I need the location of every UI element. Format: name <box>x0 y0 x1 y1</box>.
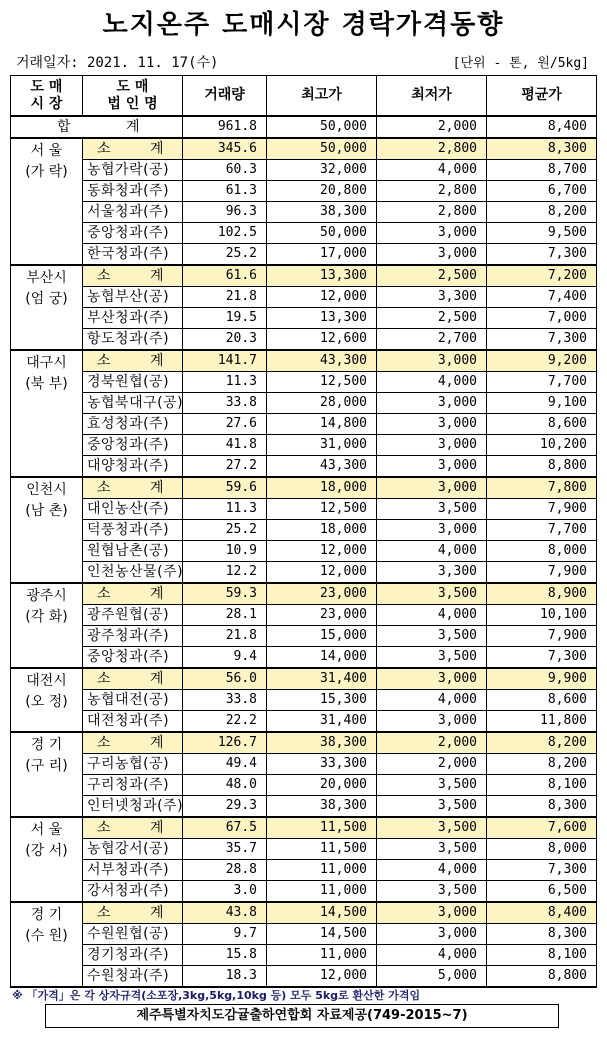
max-price-cell: 28,000 <box>267 393 377 414</box>
max-price-cell: 12,000 <box>267 966 377 988</box>
total-label: 합 계 <box>11 116 183 138</box>
min-price-cell: 3,500 <box>377 499 487 520</box>
table-row <box>11 966 597 988</box>
min-price-cell: 2,500 <box>377 265 487 287</box>
table-row <box>11 287 597 308</box>
max-price-cell: 14,500 <box>267 924 377 945</box>
corporation-name: 부산청과(주) <box>83 308 183 329</box>
corporation-name: 인터넷청과(주) <box>83 796 183 818</box>
corporation-name: 소 계 <box>83 583 183 605</box>
min-price-cell: 3,500 <box>377 583 487 605</box>
subtotal-row <box>11 477 597 499</box>
max-price-cell: 33,300 <box>267 754 377 775</box>
market-name: 서 울 (강 서) <box>11 817 83 902</box>
max-price-cell: 15,000 <box>267 626 377 647</box>
corporation-name: 강서청과(주) <box>83 881 183 903</box>
table-row <box>11 393 597 414</box>
max-price-cell: 20,800 <box>267 181 377 202</box>
corporation-name: 중앙청과(주) <box>83 647 183 669</box>
volume-cell: 33.8 <box>183 690 267 711</box>
total-avg: 8,400 <box>487 116 597 138</box>
table-row <box>11 414 597 435</box>
volume-cell: 27.2 <box>183 456 267 478</box>
avg-price-cell: 7,400 <box>487 287 597 308</box>
volume-cell: 43.8 <box>183 902 267 924</box>
market-name: 서 울 (가 락) <box>11 138 83 265</box>
max-price-cell: 31,000 <box>267 435 377 456</box>
min-price-cell: 4,000 <box>377 690 487 711</box>
volume-cell: 28.1 <box>183 605 267 626</box>
min-price-cell: 3,000 <box>377 456 487 478</box>
min-price-cell: 4,000 <box>377 541 487 562</box>
avg-price-cell: 8,300 <box>487 796 597 818</box>
min-price-cell: 3,000 <box>377 414 487 435</box>
min-price-cell: 3,500 <box>377 881 487 903</box>
max-price-cell: 13,300 <box>267 265 377 287</box>
table-row <box>11 605 597 626</box>
min-price-cell: 3,500 <box>377 647 487 669</box>
avg-price-cell: 8,000 <box>487 541 597 562</box>
avg-price-cell: 7,900 <box>487 562 597 584</box>
table-row <box>11 308 597 329</box>
header-avg-price: 평균가 <box>487 76 597 117</box>
max-price-cell: 32,000 <box>267 160 377 181</box>
min-price-cell: 3,000 <box>377 924 487 945</box>
corporation-name: 항도청과(주) <box>83 329 183 351</box>
volume-cell: 12.2 <box>183 562 267 584</box>
min-price-cell: 4,000 <box>377 372 487 393</box>
corporation-name: 서부청과(주) <box>83 860 183 881</box>
total-volume: 961.8 <box>183 116 267 138</box>
avg-price-cell: 8,900 <box>487 583 597 605</box>
avg-price-cell: 7,300 <box>487 647 597 669</box>
subtotal-row <box>11 138 597 160</box>
table-row <box>11 435 597 456</box>
avg-price-cell: 6,700 <box>487 181 597 202</box>
min-price-cell: 2,700 <box>377 329 487 351</box>
min-price-cell: 3,000 <box>377 520 487 541</box>
max-price-cell: 14,500 <box>267 902 377 924</box>
table-row <box>11 160 597 181</box>
max-price-cell: 43,300 <box>267 456 377 478</box>
min-price-cell: 2,800 <box>377 202 487 223</box>
min-price-cell: 3,300 <box>377 287 487 308</box>
min-price-cell: 4,000 <box>377 860 487 881</box>
corporation-name: 농협대전(공) <box>83 690 183 711</box>
max-price-cell: 11,000 <box>267 881 377 903</box>
corporation-name: 소 계 <box>83 350 183 372</box>
avg-price-cell: 7,200 <box>487 265 597 287</box>
min-price-cell: 3,500 <box>377 796 487 818</box>
avg-price-cell: 8,200 <box>487 754 597 775</box>
header-min-price: 최저가 <box>377 76 487 117</box>
volume-cell: 15.8 <box>183 945 267 966</box>
max-price-cell: 11,500 <box>267 839 377 860</box>
avg-price-cell: 8,200 <box>487 732 597 754</box>
min-price-cell: 3,000 <box>377 711 487 733</box>
volume-cell: 33.8 <box>183 393 267 414</box>
table-row <box>11 562 597 584</box>
max-price-cell: 11,000 <box>267 945 377 966</box>
subtotal-row <box>11 732 597 754</box>
table-row <box>11 754 597 775</box>
avg-price-cell: 9,900 <box>487 668 597 690</box>
volume-cell: 48.0 <box>183 775 267 796</box>
volume-cell: 61.6 <box>183 265 267 287</box>
max-price-cell: 31,400 <box>267 668 377 690</box>
max-price-cell: 12,500 <box>267 499 377 520</box>
market-name: 대전시 (오 정) <box>11 668 83 732</box>
table-row <box>11 775 597 796</box>
avg-price-cell: 7,700 <box>487 372 597 393</box>
corporation-name: 농협가락(공) <box>83 160 183 181</box>
table-row <box>11 945 597 966</box>
volume-cell: 102.5 <box>183 223 267 244</box>
max-price-cell: 12,600 <box>267 329 377 351</box>
volume-cell: 67.5 <box>183 817 267 839</box>
corporation-name: 소 계 <box>83 265 183 287</box>
corporation-name: 수원청과(주) <box>83 966 183 988</box>
table-row <box>11 329 597 351</box>
market-name: 경 기 (구 리) <box>11 732 83 817</box>
max-price-cell: 17,000 <box>267 244 377 266</box>
min-price-cell: 2,800 <box>377 181 487 202</box>
avg-price-cell: 8,300 <box>487 138 597 160</box>
table-row <box>11 456 597 478</box>
avg-price-cell: 8,600 <box>487 414 597 435</box>
avg-price-cell: 9,500 <box>487 223 597 244</box>
min-price-cell: 3,500 <box>377 626 487 647</box>
max-price-cell: 12,000 <box>267 541 377 562</box>
avg-price-cell: 8,400 <box>487 902 597 924</box>
avg-price-cell: 7,300 <box>487 329 597 351</box>
max-price-cell: 31,400 <box>267 711 377 733</box>
max-price-cell: 50,000 <box>267 223 377 244</box>
volume-cell: 35.7 <box>183 839 267 860</box>
corporation-name: 수원원협(공) <box>83 924 183 945</box>
corporation-name: 효성청과(주) <box>83 414 183 435</box>
corporation-name: 농협부산(공) <box>83 287 183 308</box>
market-name: 부산시 (엄 궁) <box>11 265 83 350</box>
volume-cell: 96.3 <box>183 202 267 223</box>
corporation-name: 원협남촌(공) <box>83 541 183 562</box>
avg-price-cell: 11,800 <box>487 711 597 733</box>
min-price-cell: 3,000 <box>377 902 487 924</box>
table-row <box>11 520 597 541</box>
volume-cell: 18.3 <box>183 966 267 988</box>
table-row <box>11 647 597 669</box>
corporation-name: 농협북대구(공) <box>83 393 183 414</box>
avg-price-cell: 8,200 <box>487 202 597 223</box>
corporation-name: 광주청과(주) <box>83 626 183 647</box>
table-row <box>11 223 597 244</box>
total-min: 2,000 <box>377 116 487 138</box>
volume-cell: 28.8 <box>183 860 267 881</box>
min-price-cell: 2,000 <box>377 754 487 775</box>
min-price-cell: 3,000 <box>377 668 487 690</box>
volume-cell: 20.3 <box>183 329 267 351</box>
volume-cell: 126.7 <box>183 732 267 754</box>
corporation-name: 인천농산물(주) <box>83 562 183 584</box>
avg-price-cell: 8,600 <box>487 690 597 711</box>
min-price-cell: 3,000 <box>377 393 487 414</box>
corporation-name: 동화청과(주) <box>83 181 183 202</box>
volume-cell: 10.9 <box>183 541 267 562</box>
corporation-name: 소 계 <box>83 732 183 754</box>
header-volume: 거래량 <box>183 76 267 117</box>
unit-label: [단위 - 톤, 원/5kg] <box>452 56 589 71</box>
corporation-name: 서울청과(주) <box>83 202 183 223</box>
table-row <box>11 372 597 393</box>
subtotal-row <box>11 350 597 372</box>
volume-cell: 21.8 <box>183 287 267 308</box>
corporation-name: 농협강서(공) <box>83 839 183 860</box>
table-row <box>11 541 597 562</box>
max-price-cell: 23,000 <box>267 605 377 626</box>
avg-price-cell: 8,000 <box>487 839 597 860</box>
avg-price-cell: 7,600 <box>487 817 597 839</box>
corporation-name: 중앙청과(주) <box>83 223 183 244</box>
volume-cell: 3.0 <box>183 881 267 903</box>
header-max-price: 최고가 <box>267 76 377 117</box>
corporation-name: 소 계 <box>83 477 183 499</box>
table-row <box>11 796 597 818</box>
subtotal-row <box>11 265 597 287</box>
table-row <box>11 860 597 881</box>
min-price-cell: 3,000 <box>377 244 487 266</box>
volume-cell: 25.2 <box>183 520 267 541</box>
min-price-cell: 3,500 <box>377 775 487 796</box>
avg-price-cell: 7,900 <box>487 626 597 647</box>
min-price-cell: 5,000 <box>377 966 487 988</box>
table-row <box>11 181 597 202</box>
total-max: 50,000 <box>267 116 377 138</box>
min-price-cell: 3,500 <box>377 817 487 839</box>
corporation-name: 구리농협(공) <box>83 754 183 775</box>
max-price-cell: 50,000 <box>267 138 377 160</box>
min-price-cell: 3,000 <box>377 350 487 372</box>
min-price-cell: 3,300 <box>377 562 487 584</box>
subtotal-row <box>11 817 597 839</box>
table-row <box>11 626 597 647</box>
corporation-name: 대전청과(주) <box>83 711 183 733</box>
volume-cell: 59.6 <box>183 477 267 499</box>
corporation-name: 한국청과(주) <box>83 244 183 266</box>
table-row <box>11 690 597 711</box>
max-price-cell: 18,000 <box>267 477 377 499</box>
avg-price-cell: 7,300 <box>487 244 597 266</box>
min-price-cell: 4,000 <box>377 945 487 966</box>
subtotal-row <box>11 668 597 690</box>
avg-price-cell: 8,100 <box>487 775 597 796</box>
avg-price-cell: 8,100 <box>487 945 597 966</box>
max-price-cell: 12,000 <box>267 287 377 308</box>
max-price-cell: 38,300 <box>267 202 377 223</box>
max-price-cell: 13,300 <box>267 308 377 329</box>
max-price-cell: 18,000 <box>267 520 377 541</box>
data-credit: 제주특별자치도감귤출하연합회 자료제공(749-2015~7) <box>45 1004 559 1028</box>
avg-price-cell: 8,700 <box>487 160 597 181</box>
table-row <box>11 881 597 903</box>
avg-price-cell: 7,000 <box>487 308 597 329</box>
volume-cell: 27.6 <box>183 414 267 435</box>
table-row <box>11 924 597 945</box>
price-note: ※ 「가격」은 각 상자규격(소포장,3kg,5kg,10kg 등) 모두 5kg로 환산한 가격임 <box>12 989 421 1002</box>
corporation-name: 대인농산(주) <box>83 499 183 520</box>
table-row <box>11 202 597 223</box>
max-price-cell: 38,300 <box>267 732 377 754</box>
max-price-cell: 14,800 <box>267 414 377 435</box>
table-row <box>11 499 597 520</box>
header-market: 도 매 시 장 <box>11 76 83 117</box>
avg-price-cell: 8,300 <box>487 924 597 945</box>
max-price-cell: 38,300 <box>267 796 377 818</box>
max-price-cell: 12,000 <box>267 562 377 584</box>
avg-price-cell: 8,800 <box>487 966 597 988</box>
avg-price-cell: 6,500 <box>487 881 597 903</box>
min-price-cell: 3,000 <box>377 435 487 456</box>
table-row <box>11 244 597 266</box>
corporation-name: 경기청과(주) <box>83 945 183 966</box>
header-corporation: 도 매 법 인 명 <box>83 76 183 117</box>
volume-cell: 25.2 <box>183 244 267 266</box>
volume-cell: 41.8 <box>183 435 267 456</box>
total-row <box>11 116 597 138</box>
corporation-name: 경북원협(공) <box>83 372 183 393</box>
market-name: 인천시 (남 촌) <box>11 477 83 583</box>
max-price-cell: 12,500 <box>267 372 377 393</box>
volume-cell: 19.5 <box>183 308 267 329</box>
max-price-cell: 14,000 <box>267 647 377 669</box>
avg-price-cell: 10,100 <box>487 605 597 626</box>
volume-cell: 9.4 <box>183 647 267 669</box>
page-title: 노지온주 도매시장 경락가격동향 <box>102 10 505 40</box>
subtotal-row <box>11 583 597 605</box>
avg-price-cell: 9,200 <box>487 350 597 372</box>
min-price-cell: 3,500 <box>377 839 487 860</box>
volume-cell: 61.3 <box>183 181 267 202</box>
price-table <box>10 75 597 988</box>
volume-cell: 49.4 <box>183 754 267 775</box>
max-price-cell: 20,000 <box>267 775 377 796</box>
volume-cell: 60.3 <box>183 160 267 181</box>
volume-cell: 56.0 <box>183 668 267 690</box>
volume-cell: 21.8 <box>183 626 267 647</box>
avg-price-cell: 7,300 <box>487 860 597 881</box>
corporation-name: 소 계 <box>83 817 183 839</box>
corporation-name: 소 계 <box>83 138 183 160</box>
min-price-cell: 3,000 <box>377 223 487 244</box>
volume-cell: 22.2 <box>183 711 267 733</box>
min-price-cell: 3,000 <box>377 477 487 499</box>
market-name: 경 기 (수 원) <box>11 902 83 987</box>
min-price-cell: 2,800 <box>377 138 487 160</box>
max-price-cell: 23,000 <box>267 583 377 605</box>
corporation-name: 중앙청과(주) <box>83 435 183 456</box>
volume-cell: 11.3 <box>183 499 267 520</box>
header-row <box>11 76 597 117</box>
max-price-cell: 11,000 <box>267 860 377 881</box>
min-price-cell: 4,000 <box>377 605 487 626</box>
corporation-name: 소 계 <box>83 902 183 924</box>
volume-cell: 141.7 <box>183 350 267 372</box>
corporation-name: 구리청과(주) <box>83 775 183 796</box>
subtotal-row <box>11 902 597 924</box>
volume-cell: 345.6 <box>183 138 267 160</box>
corporation-name: 대양청과(주) <box>83 456 183 478</box>
max-price-cell: 11,500 <box>267 817 377 839</box>
avg-price-cell: 7,700 <box>487 520 597 541</box>
volume-cell: 9.7 <box>183 924 267 945</box>
market-name: 대구시 (북 부) <box>11 350 83 477</box>
market-name: 광주시 (각 화) <box>11 583 83 668</box>
max-price-cell: 15,300 <box>267 690 377 711</box>
volume-cell: 59.3 <box>183 583 267 605</box>
table-row <box>11 711 597 733</box>
avg-price-cell: 7,800 <box>487 477 597 499</box>
avg-price-cell: 10,200 <box>487 435 597 456</box>
corporation-name: 덕풍청과(주) <box>83 520 183 541</box>
avg-price-cell: 8,800 <box>487 456 597 478</box>
volume-cell: 11.3 <box>183 372 267 393</box>
min-price-cell: 2,500 <box>377 308 487 329</box>
corporation-name: 소 계 <box>83 668 183 690</box>
avg-price-cell: 9,100 <box>487 393 597 414</box>
trade-date: 거래일자: 2021. 11. 17(수) <box>16 55 219 71</box>
min-price-cell: 4,000 <box>377 160 487 181</box>
volume-cell: 29.3 <box>183 796 267 818</box>
avg-price-cell: 7,900 <box>487 499 597 520</box>
max-price-cell: 43,300 <box>267 350 377 372</box>
corporation-name: 광주원협(공) <box>83 605 183 626</box>
min-price-cell: 2,000 <box>377 732 487 754</box>
table-row <box>11 839 597 860</box>
